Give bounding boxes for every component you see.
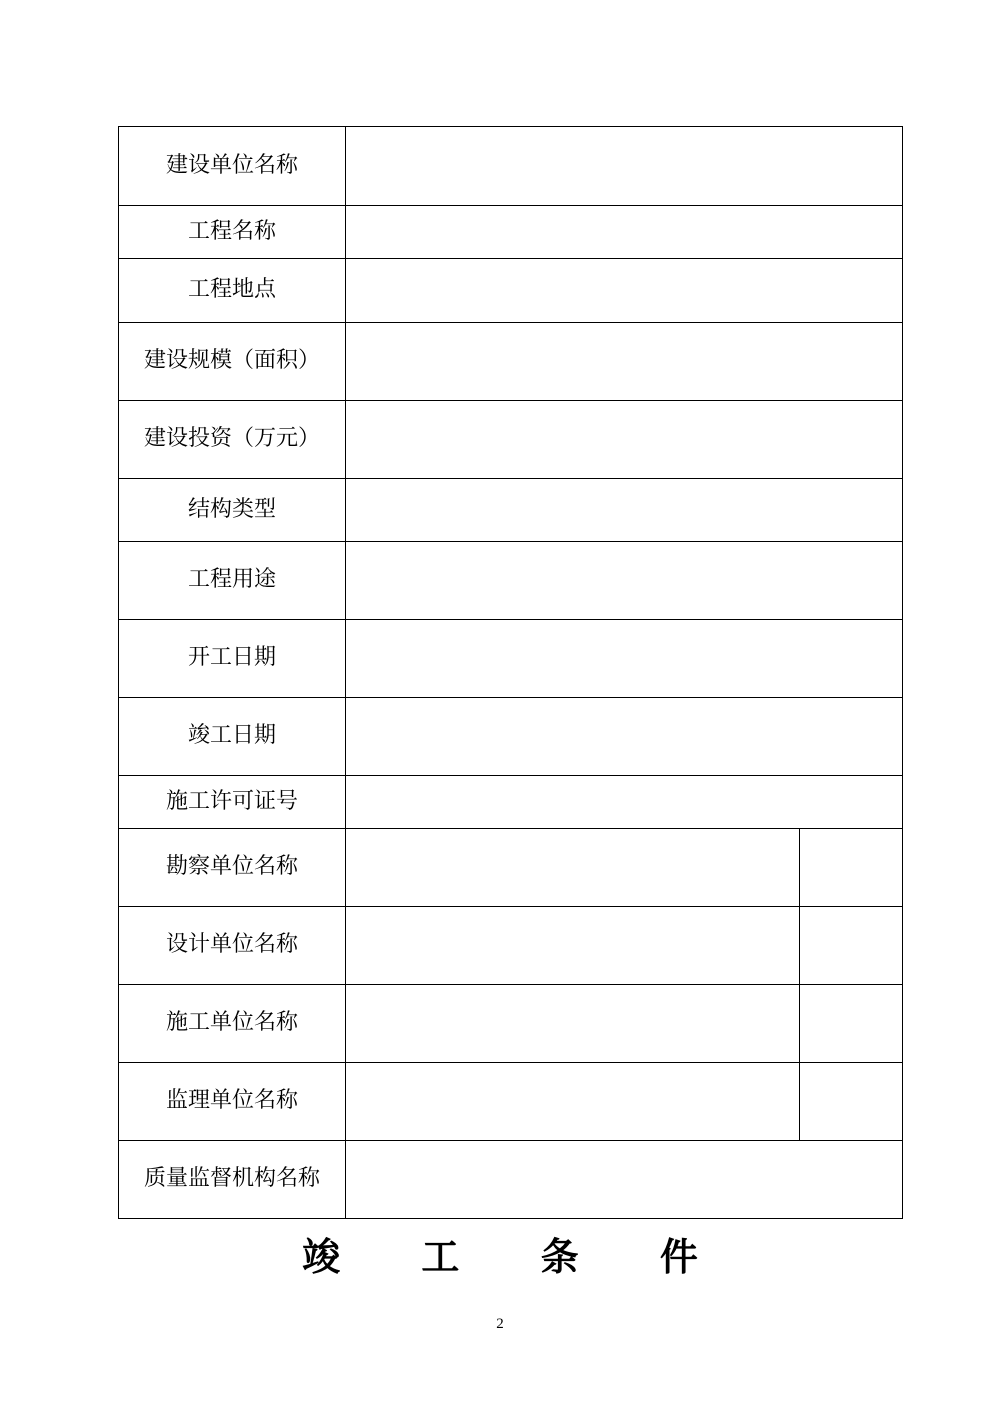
form-row-project-name: [119, 206, 903, 259]
form-row-design-unit: [119, 907, 903, 985]
field-label: 开工日期: [119, 620, 346, 698]
project-name-field[interactable]: [346, 206, 903, 259]
construction-scale-field[interactable]: [346, 323, 903, 401]
construction-investment-field[interactable]: [346, 401, 903, 479]
field-label: 施工许可证号: [119, 776, 346, 829]
field-label: 工程地点: [119, 259, 346, 323]
field-label: 建设规模（面积）: [119, 323, 346, 401]
field-label: 勘察单位名称: [119, 829, 346, 907]
permit-number-field[interactable]: [346, 776, 903, 829]
form-row-construction-investment: [119, 401, 903, 479]
field-label: 监理单位名称: [119, 1063, 346, 1141]
design-unit-extra-field[interactable]: [800, 907, 903, 985]
form-row-builder-unit: [119, 985, 903, 1063]
start-date-field[interactable]: [346, 620, 903, 698]
builder-unit-extra-field[interactable]: [800, 985, 903, 1063]
form-row-construction-unit: [119, 127, 903, 206]
form-row-construction-scale: [119, 323, 903, 401]
survey-unit-extra-field[interactable]: [800, 829, 903, 907]
field-label: 竣工日期: [119, 698, 346, 776]
form-row-completion-date: [119, 698, 903, 776]
field-label: 质量监督机构名称: [119, 1141, 346, 1219]
field-label: 结构类型: [119, 479, 346, 542]
project-location-field[interactable]: [346, 259, 903, 323]
structure-type-field[interactable]: [346, 479, 903, 542]
field-label: 施工单位名称: [119, 985, 346, 1063]
supervision-unit-name-field[interactable]: [346, 1063, 800, 1141]
form-row-permit-number: [119, 776, 903, 829]
supervision-unit-extra-field[interactable]: [800, 1063, 903, 1141]
field-label: 建设投资（万元）: [119, 401, 346, 479]
construction-unit-name-field[interactable]: [346, 127, 903, 206]
project-purpose-field[interactable]: [346, 542, 903, 620]
survey-unit-name-field[interactable]: [346, 829, 800, 907]
field-label: 建设单位名称: [119, 127, 346, 206]
field-label: 设计单位名称: [119, 907, 346, 985]
section-title: 竣 工 条 件: [302, 1235, 732, 1279]
quality-supervision-agency-field[interactable]: [346, 1141, 903, 1219]
form-row-survey-unit: [119, 829, 903, 907]
project-info-form: [118, 126, 903, 1219]
completion-date-field[interactable]: [346, 698, 903, 776]
form-row-quality-supervision: [119, 1141, 903, 1219]
builder-unit-name-field[interactable]: [346, 985, 800, 1063]
field-label: 工程用途: [119, 542, 346, 620]
field-label: 工程名称: [119, 206, 346, 259]
page-number: 2: [496, 1316, 504, 1332]
form-row-project-location: [119, 259, 903, 323]
design-unit-name-field[interactable]: [346, 907, 800, 985]
form-row-project-purpose: [119, 542, 903, 620]
form-row-start-date: [119, 620, 903, 698]
form-row-structure-type: [119, 479, 903, 542]
form-row-supervision-unit: [119, 1063, 903, 1141]
